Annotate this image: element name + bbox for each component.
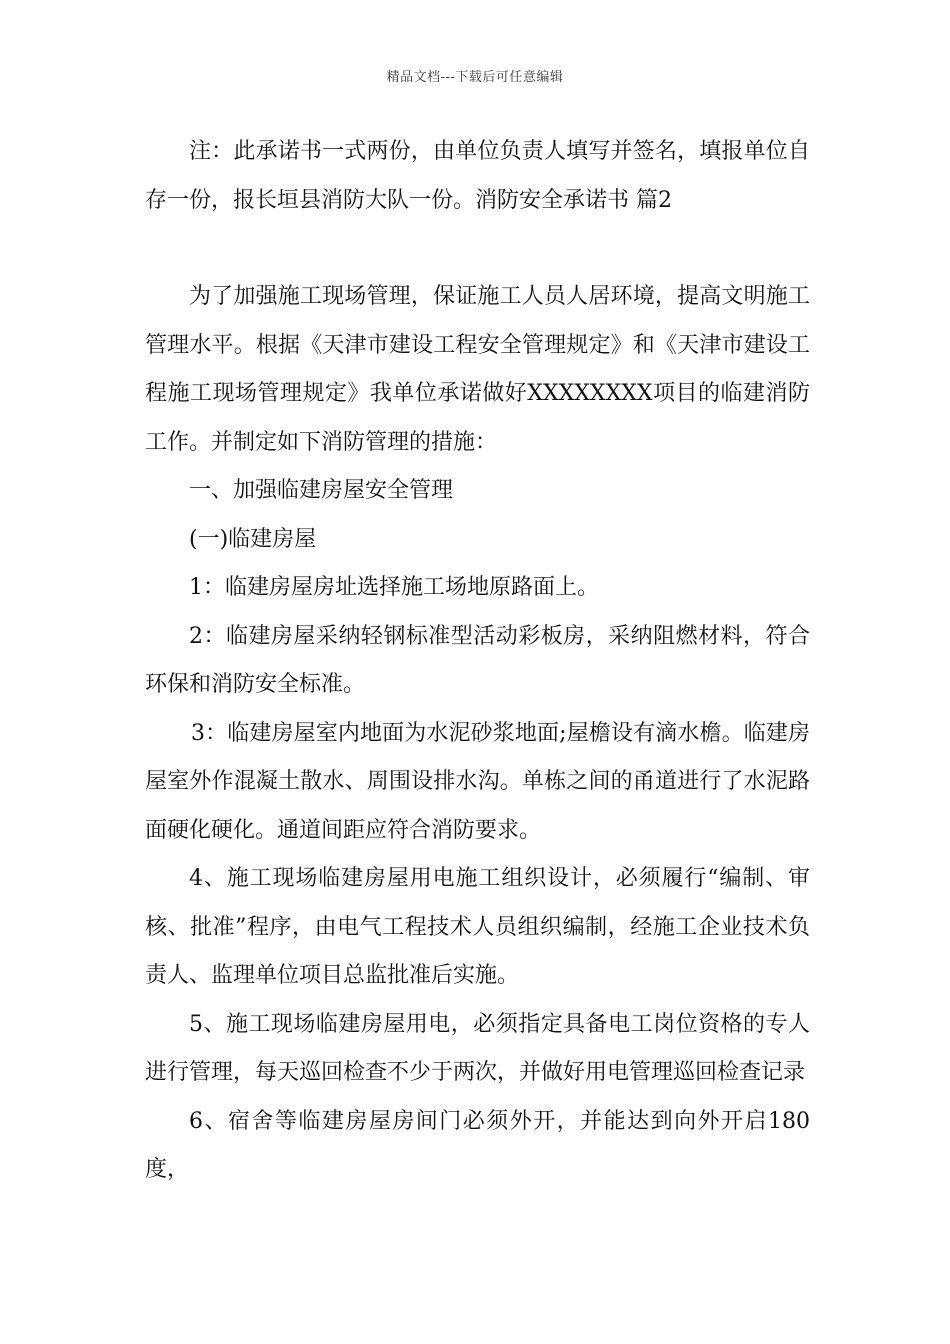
section-heading: 一、加强临建房屋安全管理 (189, 478, 454, 503)
subsection-heading: (一)临建房屋 (189, 526, 317, 552)
note-paragraph: 注：此承诺书一式两份，由单位负责人填写并签名，填报单位自存一份，报长垣县消防大队一份。消防安全承诺书 篇2 (145, 139, 810, 213)
paragraph-gap (145, 225, 810, 273)
document-body (145, 128, 810, 1195)
list-item: 5、施工现场临建房屋用电，必须指定具备电工岗位资格的专人进行管理，每天巡回检查不少于两次，并做好用电管理巡回检查记录 (145, 1011, 810, 1085)
page-header: 精品文档---下载后可任意编辑 (386, 70, 564, 85)
list-item: 3：临建房屋室内地面为水泥砂浆地面;屋檐设有滴水檐。临建房屋室外作混凝土散水、周围设排水沟。单栋之间的甬道进行了水泥路面硬化硬化。通道间距应符合消防要求。 (145, 720, 810, 843)
list-item: 4、施工现场临建房屋用电施工组织设计，必须履行“编制、审核、批准”程序，由电气工程技术人员组织编制，经施工企业技术负责人、监理单位项目总监批准后实施。 (145, 866, 810, 988)
intro-paragraph: 为了加强施工现场管理，保证施工人员人居环境，提高文明施工管理水平。根据《天津市建设工程安全管理规定》和《天津市建设工程施工现场管理规定》我单位承诺做好XXXXXXXX项目的临建消防工作。并制定如下消防管理的措施： (145, 284, 810, 455)
list-item: 1：临建房屋房址选择施工场地原路面上。 (189, 575, 599, 600)
list-item: 6、宿舍等临建房屋房间门必须外开，并能达到向外开启180度， (145, 1108, 810, 1182)
list-item: 2：临建房屋采纳轻钢标准型活动彩板房，采纳阻燃材料，符合环保和消防安全标准。 (145, 623, 810, 697)
